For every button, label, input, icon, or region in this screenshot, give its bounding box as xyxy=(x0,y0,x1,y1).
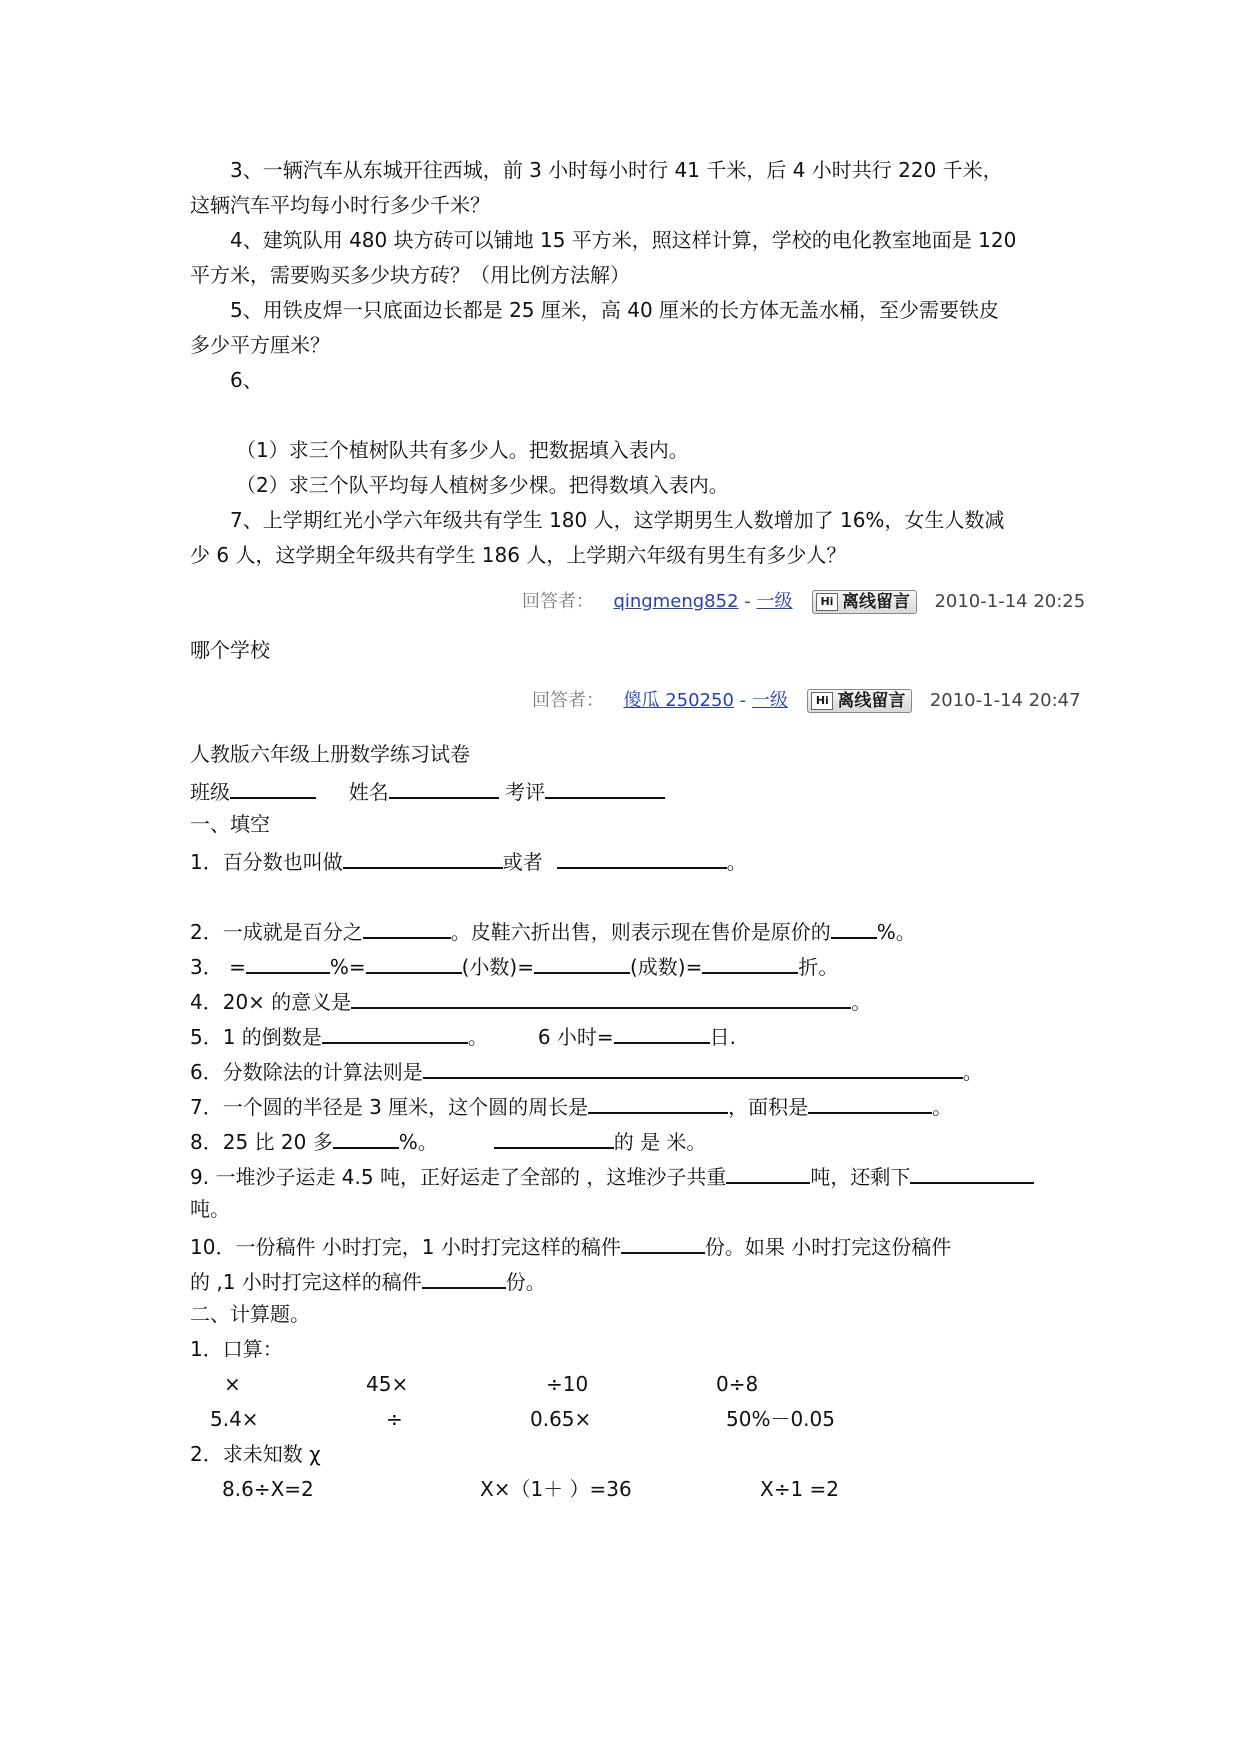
oral-item-7: 0.65× xyxy=(530,1407,592,1431)
fill-q8 xyxy=(190,1125,706,1156)
fill-q3-blank-1[interactable] xyxy=(246,950,330,974)
oral-item-2: 45× xyxy=(366,1372,409,1396)
oral-calc-heading: 1．口算： xyxy=(190,1337,283,1361)
fill-q3-text: 3． = xyxy=(190,955,246,979)
score-label: 考评 xyxy=(505,780,546,804)
q3-line1: 3、一辆汽车从东城开往西城，前 3 小时每小时行 41 千米，后 4 小时共行 220 千米， xyxy=(230,158,1003,182)
fill-q9-blank-1[interactable] xyxy=(726,1160,810,1184)
fill-q6-text: 6．分数除法的计算法则是 xyxy=(190,1060,423,1084)
oral-item-5: 5.4× xyxy=(210,1407,259,1431)
fill-q10-blank-1[interactable] xyxy=(621,1230,705,1254)
name-blank[interactable] xyxy=(389,775,499,799)
fill-q2-blank-1[interactable] xyxy=(363,915,451,939)
offline-message-button[interactable] xyxy=(807,689,912,713)
answerer-label: 回答者： xyxy=(522,591,594,612)
fill-q7 xyxy=(190,1090,952,1121)
answer-time: 2010-1-14 20:25 xyxy=(934,591,1086,612)
q6-line: 6、 xyxy=(230,368,263,392)
oral-item-4: 0÷8 xyxy=(716,1372,759,1396)
fill-q2-text-2: 。皮鞋六折出售，则表示现在售价是原价的 xyxy=(450,920,831,944)
fill-q5 xyxy=(190,1020,736,1051)
fill-q10 xyxy=(190,1230,951,1261)
q5-line1: 5、用铁皮焊一只底面边长都是 25 厘米，高 40 厘米的长方体无盖水桶，至少需要铁皮 xyxy=(230,298,1000,322)
fill-q7-text-2: ，面积是 xyxy=(728,1095,809,1119)
fill-q9-text: 9. 一堆沙子运走 4.5 吨，正好运走了全部的 ，这堆沙子共重 xyxy=(190,1165,727,1189)
answer-separator: - xyxy=(744,591,751,612)
class-blank[interactable] xyxy=(230,775,316,799)
fill-q4 xyxy=(190,985,871,1016)
q7-line2: 少 6 人，这学期全年级共有学生 186 人，上学期六年级有男生有多少人？ xyxy=(190,543,847,567)
fill-q2-text: 2．一成就是百分之 xyxy=(190,920,363,944)
fill-q4-blank[interactable] xyxy=(351,985,851,1009)
fill-q5-blank-1[interactable] xyxy=(322,1020,468,1044)
fill-q10-text-2: 份。如果 小时打完这份稿件 xyxy=(704,1235,952,1259)
fill-q3-text-2: %= xyxy=(329,955,366,979)
fill-q1 xyxy=(190,845,747,876)
fill-q9 xyxy=(190,1160,1034,1191)
fill-q8-end: 的 是 米。 xyxy=(613,1130,707,1154)
answer-meta-1 xyxy=(522,589,1085,615)
offline-message-label: 离线留言 xyxy=(841,592,910,612)
section-calculation: 二、计算题。 xyxy=(190,1302,310,1326)
fill-q1-blank-1[interactable] xyxy=(343,845,503,869)
fill-q5-text-2: 。 xyxy=(467,1025,488,1049)
fill-q2-end: %。 xyxy=(876,920,916,944)
fill-q9-blank-2[interactable] xyxy=(910,1160,1034,1184)
fill-q3-end: 折。 xyxy=(798,955,839,979)
score-blank[interactable] xyxy=(545,775,665,799)
oral-item-8: 50%－0.05 xyxy=(726,1407,835,1431)
fill-q1-text: 1．百分数也叫做 xyxy=(190,850,343,874)
fill-q6-blank[interactable] xyxy=(423,1055,963,1079)
fill-q3-blank-2[interactable] xyxy=(366,950,462,974)
q4-line2: 平方米，需要购买多少块方砖？（用比例方法解） xyxy=(190,263,630,287)
answerer-link[interactable]: qingmeng852 xyxy=(613,591,739,612)
fill-q9-text-2: 吨，还剩下 xyxy=(810,1165,911,1189)
fill-q7-blank-2[interactable] xyxy=(808,1090,932,1114)
fill-q1-blank-2[interactable] xyxy=(557,845,727,869)
fill-q5-blank-2[interactable] xyxy=(614,1020,710,1044)
answerer-link[interactable]: 傻瓜 250250 xyxy=(623,690,734,711)
fill-q10-end: 份。 xyxy=(505,1270,546,1294)
hi-icon: Hi xyxy=(816,593,838,611)
fill-q5-text-3: 6 小时= xyxy=(537,1025,614,1049)
q7-line1: 7、上学期红光小学六年级共有学生 180 人，这学期男生人数增加了 16%，女生人数减 xyxy=(230,508,1005,532)
fill-q10-text-3: 的 ,1 小时打完这样的稿件 xyxy=(190,1270,422,1294)
oral-item-6: ÷ xyxy=(386,1407,403,1431)
class-label: 班级 xyxy=(190,780,230,804)
exam-header xyxy=(190,775,665,806)
fill-q1-end: 。 xyxy=(726,850,747,874)
level-link[interactable]: 一级 xyxy=(756,591,793,612)
fill-q6 xyxy=(190,1055,983,1086)
reply-text: 哪个学校 xyxy=(190,638,270,662)
q6-sub2: （2）求三个队平均每人植树多少棵。把得数填入表内。 xyxy=(236,473,729,497)
equation-1: 8.6÷Ⅹ=2 xyxy=(222,1477,314,1501)
fill-q4-text: 4．20× 的意义是 xyxy=(190,990,352,1014)
fill-q5-text: 5．1 的倒数是 xyxy=(190,1025,322,1049)
q3-line2: 这辆汽车平均每小时行多少千米？ xyxy=(190,193,490,217)
fill-q8-text-2: %。 xyxy=(398,1130,438,1154)
fill-q7-end: 。 xyxy=(932,1095,953,1119)
fill-q2 xyxy=(190,915,916,946)
fill-q7-text: 7．一个圆的半径是 3 厘米，这个圆的周长是 xyxy=(190,1095,589,1119)
answer-separator: - xyxy=(739,690,747,711)
q5-line2: 多少平方厘米？ xyxy=(190,333,330,357)
fill-q4-end: 。 xyxy=(851,990,872,1014)
fill-q8-text: 8．25 比 20 多 xyxy=(190,1130,333,1154)
fill-q3-blank-3[interactable] xyxy=(534,950,630,974)
fill-q3-blank-4[interactable] xyxy=(702,950,798,974)
fill-q3 xyxy=(190,950,838,981)
fill-q8-blank-2[interactable] xyxy=(494,1125,614,1149)
fill-q2-blank-2[interactable] xyxy=(831,915,877,939)
fill-q10-blank-2[interactable] xyxy=(422,1265,506,1289)
equation-2: Ⅹ×（1＋ ）=36 xyxy=(480,1477,632,1501)
answer-time: 2010-1-14 20:47 xyxy=(929,690,1081,711)
name-label: 姓名 xyxy=(348,780,389,804)
fill-q5-end: 日. xyxy=(709,1025,737,1049)
oral-item-1: × xyxy=(224,1372,241,1396)
fill-q10-text: 10．一份稿件 小时打完，1 小时打完这样的稿件 xyxy=(190,1235,621,1259)
fill-q1-text-2: 或者 xyxy=(502,850,543,874)
offline-message-label: 离线留言 xyxy=(837,691,906,711)
answer-meta-2 xyxy=(532,688,1081,714)
unknown-heading: 2．求未知数 χ xyxy=(190,1442,321,1466)
q6-sub1: （1）求三个植树队共有多少人。把数据填入表内。 xyxy=(236,438,689,462)
q4-line1: 4、建筑队用 480 块方砖可以铺地 15 平方米，照这样计算，学校的电化教室地面是 120 xyxy=(230,228,1017,252)
fill-q10-line2 xyxy=(190,1265,546,1296)
oral-item-3: ÷10 xyxy=(546,1372,589,1396)
hi-icon: Hi xyxy=(811,692,833,710)
offline-message-button[interactable] xyxy=(812,590,917,614)
answerer-label: 回答者： xyxy=(532,690,604,711)
fill-q3-text-3: (小数)= xyxy=(461,955,534,979)
fill-q8-blank-1[interactable] xyxy=(333,1125,399,1149)
fill-q3-text-4: (成数)= xyxy=(629,955,703,979)
level-link[interactable]: 一级 xyxy=(751,690,788,711)
equation-3: Ⅹ÷1 =2 xyxy=(760,1477,840,1501)
fill-q6-end: 。 xyxy=(962,1060,983,1084)
fill-q9-line2: 吨。 xyxy=(190,1197,230,1221)
section-fill-blank: 一、填空 xyxy=(190,812,270,836)
exam-title: 人教版六年级上册数学练习试卷 xyxy=(190,742,470,766)
fill-q7-blank-1[interactable] xyxy=(588,1090,728,1114)
